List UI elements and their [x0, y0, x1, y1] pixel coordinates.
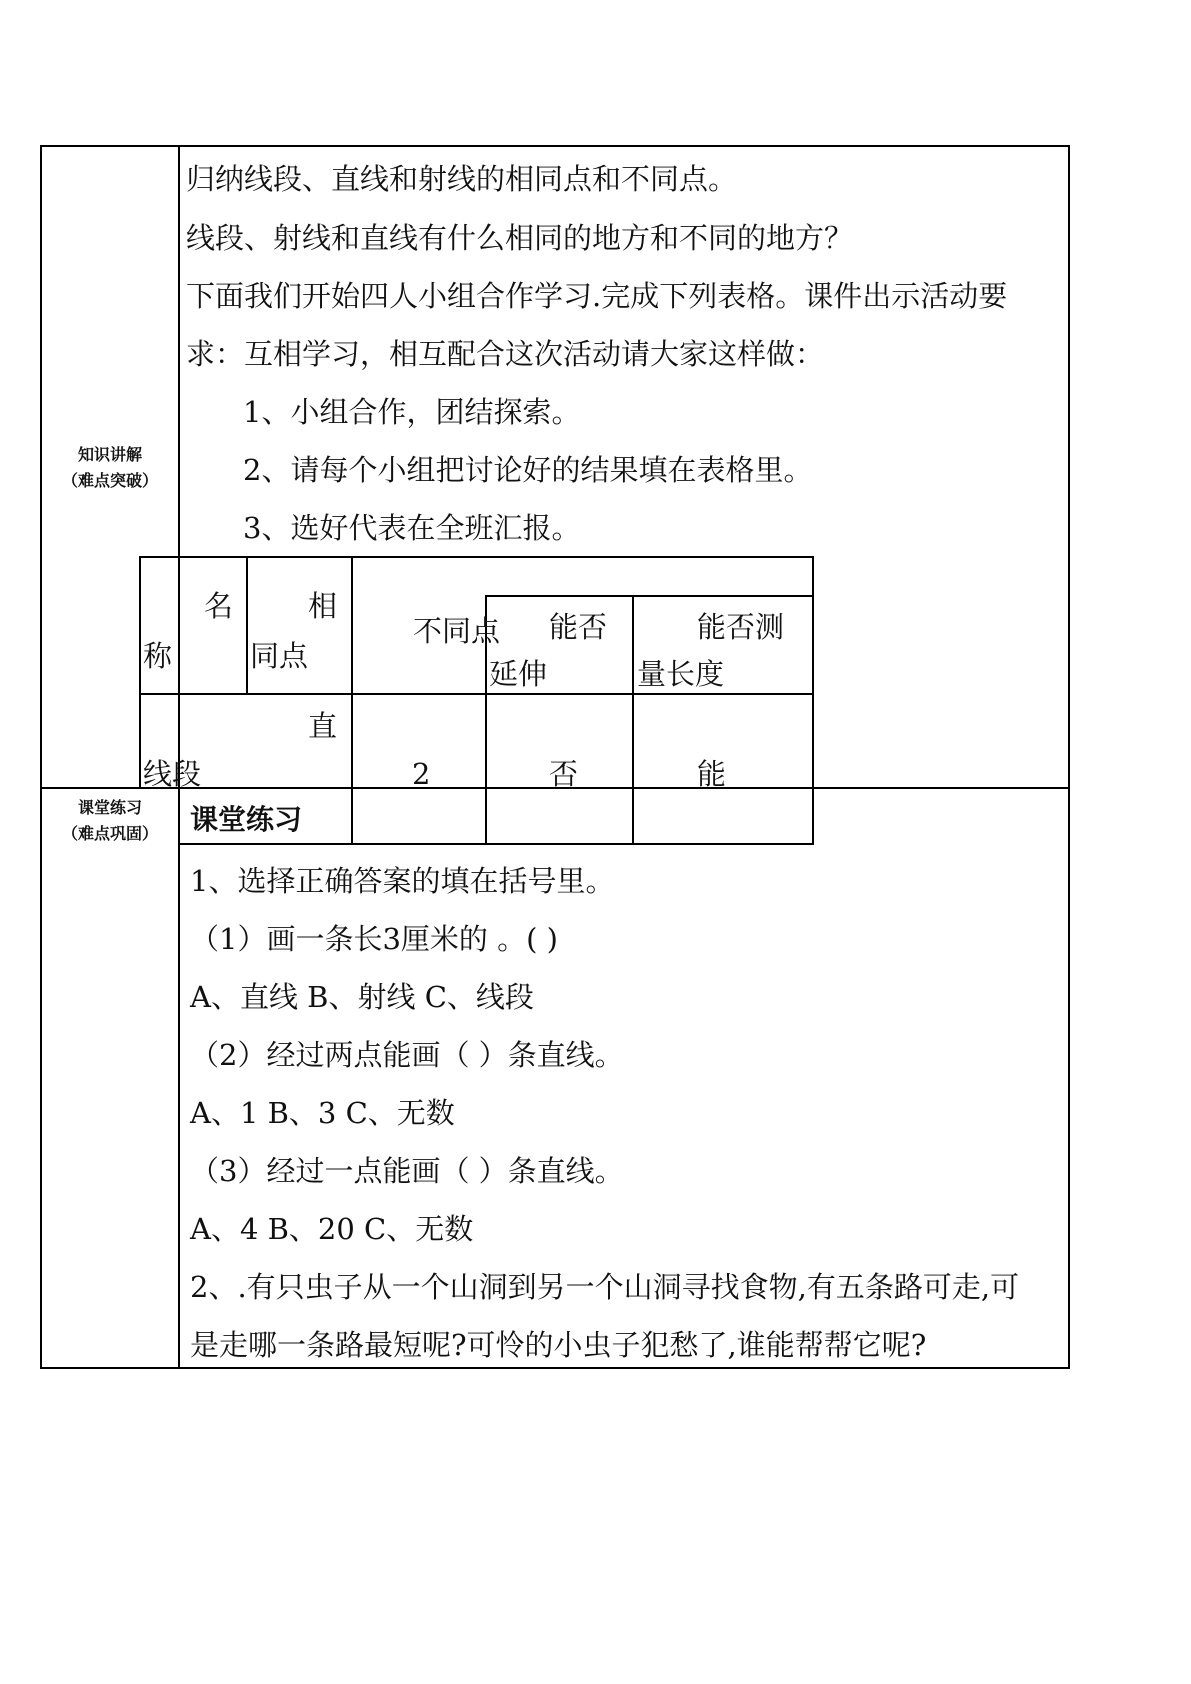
outer-border-left [40, 145, 42, 1369]
knowledge-paragraph-3: 下面我们开始四人小组合作学习.完成下列表格。课件出示活动要 [186, 279, 1008, 313]
practice-q1-sub1: （1）画一条长3厘米的 。( ) [190, 922, 558, 956]
outer-border-top [40, 145, 1070, 147]
practice-question-1: 1、选择正确答案的填在括号里。 [190, 864, 615, 898]
practice-question-2-line1: 2、.有只虫子从一个山洞到另一个山洞寻找食物,有五条路可走,可 [190, 1270, 1020, 1304]
knowledge-paragraph-1: 归纳线段、直线和射线的相同点和不同点。 [186, 162, 738, 196]
row1-name: 线段 [143, 757, 202, 791]
table-line-header-bottom [139, 693, 814, 695]
table-line-v1 [246, 556, 248, 695]
header-name-part2: 称 [143, 639, 173, 673]
practice-section-label [42, 795, 178, 847]
header-can-measure-part1: 能否测 [697, 610, 785, 644]
practice-label-line1: 课堂练习 [77, 798, 142, 817]
practice-heading: 课堂练习 [190, 803, 303, 836]
header-can-extend-part2: 延伸 [489, 657, 548, 691]
row1-different: 2 [412, 757, 431, 791]
table-line-v4 [632, 595, 634, 845]
practice-q1-sub3-options: A、4 B、20 C、无数 [190, 1212, 474, 1246]
header-can-measure-part2: 量长度 [637, 657, 725, 691]
knowledge-section-label [42, 442, 178, 494]
header-can-extend-part1: 能否 [549, 610, 608, 644]
header-same-part2: 同点 [250, 639, 309, 673]
knowledge-step-3: 3、选好代表在全班汇报。 [243, 511, 581, 545]
knowledge-label-line2: （难点突破） [61, 471, 158, 490]
row1-can-extend: 否 [549, 757, 579, 791]
knowledge-step-1: 1、小组合作，团结探索。 [243, 395, 581, 429]
table-line-v2 [351, 556, 353, 845]
knowledge-step-2: 2、请每个小组把讨论好的结果填在表格里。 [243, 453, 813, 487]
outer-border-bottom [40, 1367, 1070, 1369]
header-same-part1: 相 [308, 589, 338, 623]
row1-same: 直 [308, 709, 338, 743]
knowledge-paragraph-4: 求：互相学习，相互配合这次活动请大家这样做： [186, 337, 825, 371]
table-line-right [812, 556, 814, 845]
practice-q1-sub1-options: A、直线 B、射线 C、线段 [190, 980, 534, 1014]
knowledge-paragraph-2: 线段、射线和直线有什么相同的地方和不同的地方？ [186, 221, 854, 255]
table-line-inner-top [485, 595, 814, 597]
knowledge-label-line1: 知识讲解 [77, 445, 142, 464]
practice-q1-sub2: （2）经过两点能画（ ）条直线。 [190, 1038, 624, 1072]
practice-q1-sub3: （3）经过一点能画（ ）条直线。 [190, 1154, 624, 1188]
row1-can-measure: 能 [697, 757, 727, 791]
header-name-part1: 名 [204, 589, 234, 623]
practice-q1-sub2-options: A、1 B、3 C、无数 [190, 1096, 455, 1130]
practice-question-2-line2: 是走哪一条路最短呢?可怜的小虫子犯愁了,谁能帮帮它呢? [190, 1328, 927, 1362]
table-line-top [139, 556, 814, 558]
header-different-points: 不同点 [413, 614, 501, 648]
table-line-left [139, 556, 141, 788]
practice-label-line2: （难点巩固） [61, 824, 158, 843]
outer-border-right [1068, 145, 1070, 1369]
table-line-bottom [178, 843, 814, 845]
